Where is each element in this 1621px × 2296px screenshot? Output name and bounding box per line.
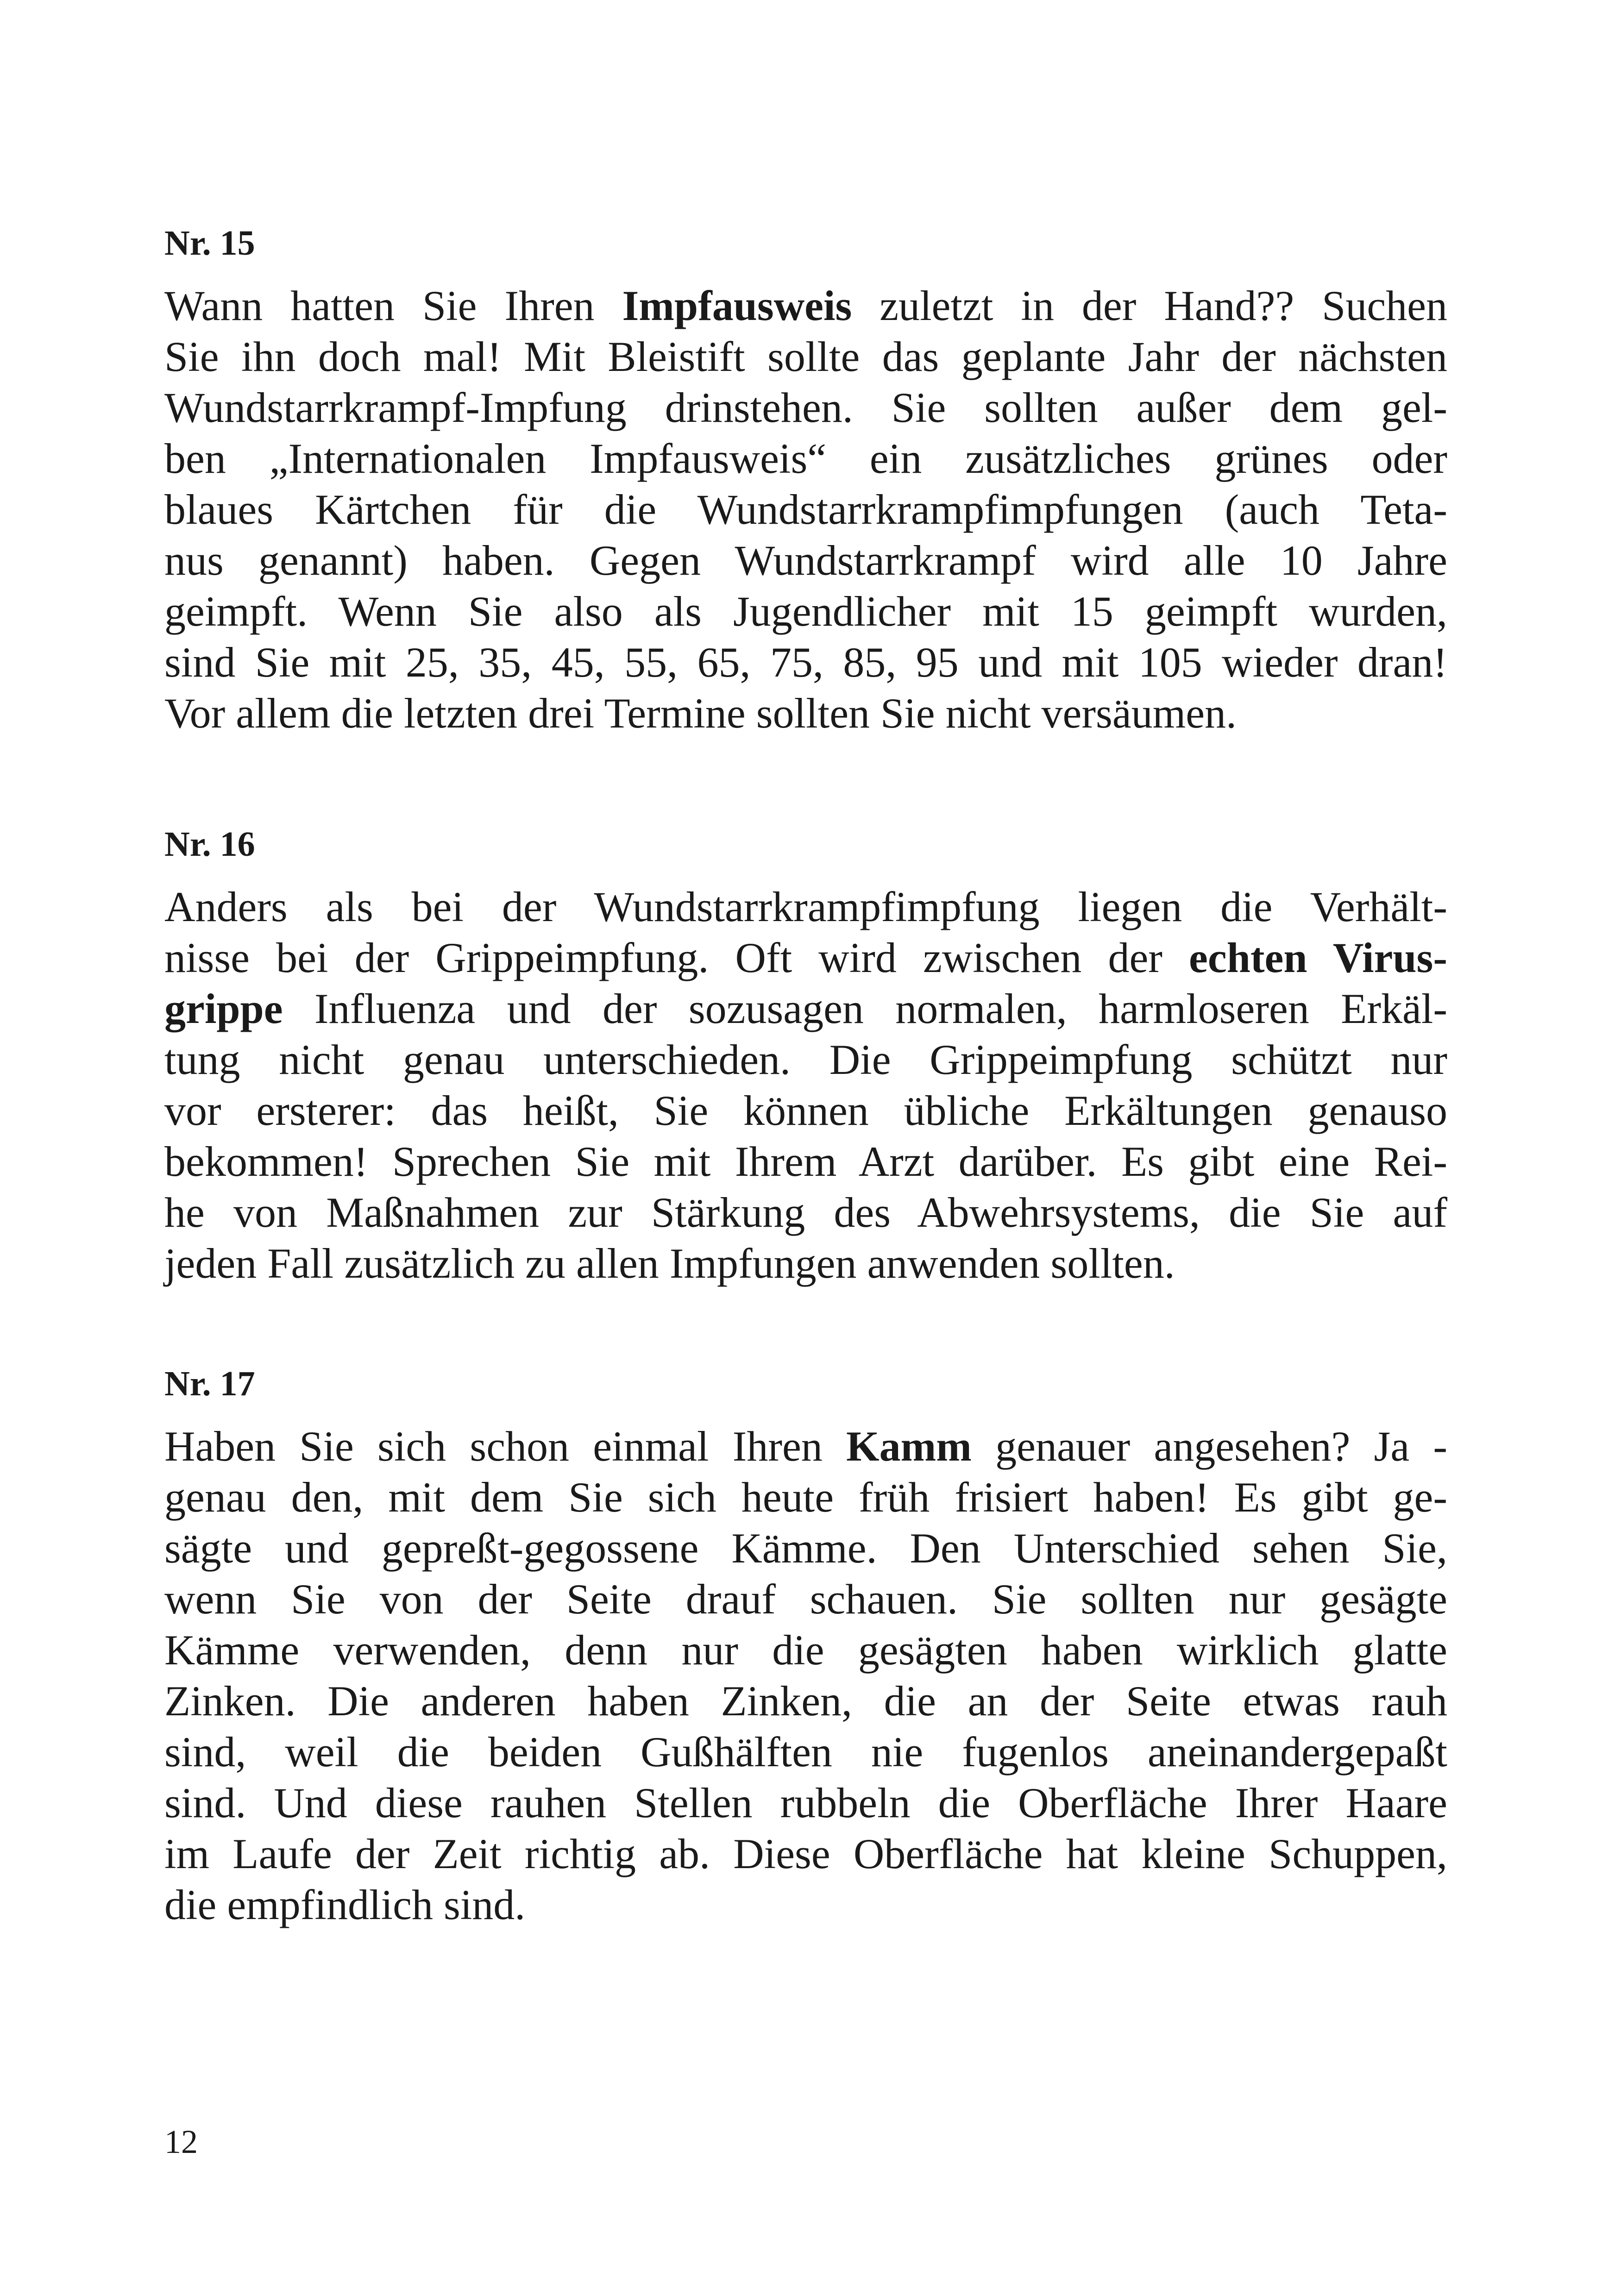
paragraph-line: geimpft. Wenn Sie also als Jugendlicher mit 15 geimpft wurden, (164, 588, 1447, 635)
paragraph-line (164, 983, 1447, 1034)
paragraph-line: wenn Sie von der Seite drauf schauen. Sie sollten nur gesägte (164, 1575, 1447, 1623)
section-heading: Nr. 15 (164, 224, 255, 263)
bold-term-grippe: grippe (164, 985, 283, 1032)
paragraph-line: genau den, mit dem Sie sich heute früh frisiert haben! Es gibt ge- (164, 1474, 1447, 1521)
paragraph-line: im Laufe der Zeit richtig ab. Diese Oberfläche hat kleine Schuppen, (164, 1830, 1447, 1877)
section-nr-17 (164, 1358, 1447, 1930)
bold-term-echten-virusgrippe: echten Virus- (1189, 934, 1447, 981)
paragraph-line: sind, weil die beiden Gußhälften nie fugenlos aneinandergepaßt (164, 1728, 1447, 1775)
paragraph-line: Wundstarrkrampf-Impfung drinstehen. Sie sollten außer dem gel- (164, 384, 1447, 431)
paragraph-line: sind. Und diese rauhen Stellen rubbeln die Oberfläche Ihrer Haare (164, 1779, 1447, 1826)
section-heading: Nr. 16 (164, 825, 255, 864)
text-run: Wann hatten Sie Ihren (164, 282, 622, 329)
paragraph-line: ben „Internationalen Impfausweis“ ein zusätzliches grünes oder (164, 435, 1447, 482)
text-run: zuletzt in der Hand?? Suchen (852, 282, 1447, 329)
section-paragraph (164, 1421, 1447, 1930)
paragraph-line: sägte und gepreßt-gegossene Kämme. Den Unterschied sehen Sie, (164, 1524, 1447, 1572)
text-run: Haben Sie sich schon einmal Ihren (164, 1423, 847, 1470)
paragraph-line (164, 1421, 1447, 1472)
paragraph-line: bekommen! Sprechen Sie mit Ihrem Arzt darüber. Es gibt eine Rei- (164, 1138, 1447, 1185)
paragraph-line (164, 280, 1447, 331)
bold-term-impfausweis: Impfausweis (622, 282, 852, 329)
paragraph-line: vor ersterer: das heißt, Sie können übliche Erkältungen genauso (164, 1087, 1447, 1134)
paragraph-line: tung nicht genau unterschieden. Die Grippeimpfung schützt nur (164, 1036, 1447, 1083)
paragraph-line: nus genannt) haben. Gegen Wundstarrkrampf wird alle 10 Jahre (164, 537, 1447, 584)
text-run: genauer angesehen? Ja - (971, 1423, 1447, 1470)
paragraph-line (164, 932, 1447, 983)
paragraph-line: sind Sie mit 25, 35, 45, 55, 65, 75, 85, 95 und mit 105 wieder dran! (164, 639, 1447, 686)
paragraph-line: Sie ihn doch mal! Mit Bleistift sollte das geplante Jahr der nächsten (164, 333, 1447, 380)
section-nr-15 (164, 218, 1447, 739)
paragraph-line: jeden Fall zusätzlich zu allen Impfungen anwenden sollten. (164, 1240, 1175, 1287)
paragraph-line: Vor allem die letzten drei Termine sollten Sie nicht versäumen. (164, 690, 1237, 737)
paragraph-line: he von Maßnahmen zur Stärkung des Abwehrsystems, die Sie auf (164, 1189, 1447, 1236)
section-nr-16 (164, 819, 1447, 1289)
paragraph-line: Zinken. Die anderen haben Zinken, die an der Seite etwas rauh (164, 1677, 1447, 1725)
paragraph-line: blaues Kärtchen für die Wundstarrkrampfimpfungen (auch Teta- (164, 486, 1447, 533)
paragraph-line: die empfindlich sind. (164, 1881, 526, 1928)
text-run: nisse bei der Grippeimpfung. Oft wird zwischen der (164, 934, 1189, 981)
section-paragraph (164, 280, 1447, 739)
paragraph-line: Kämme verwenden, denn nur die gesägten haben wirklich glatte (164, 1626, 1447, 1674)
section-paragraph (164, 881, 1447, 1289)
section-heading: Nr. 17 (164, 1364, 255, 1403)
page-number: 12 (164, 2123, 198, 2160)
bold-term-kamm: Kamm (846, 1423, 972, 1470)
paragraph-line: Anders als bei der Wundstarrkrampfimpfung liegen die Verhält- (164, 883, 1447, 930)
text-run: Influenza und der sozusagen normalen, harmloseren Erkäl- (283, 985, 1447, 1032)
